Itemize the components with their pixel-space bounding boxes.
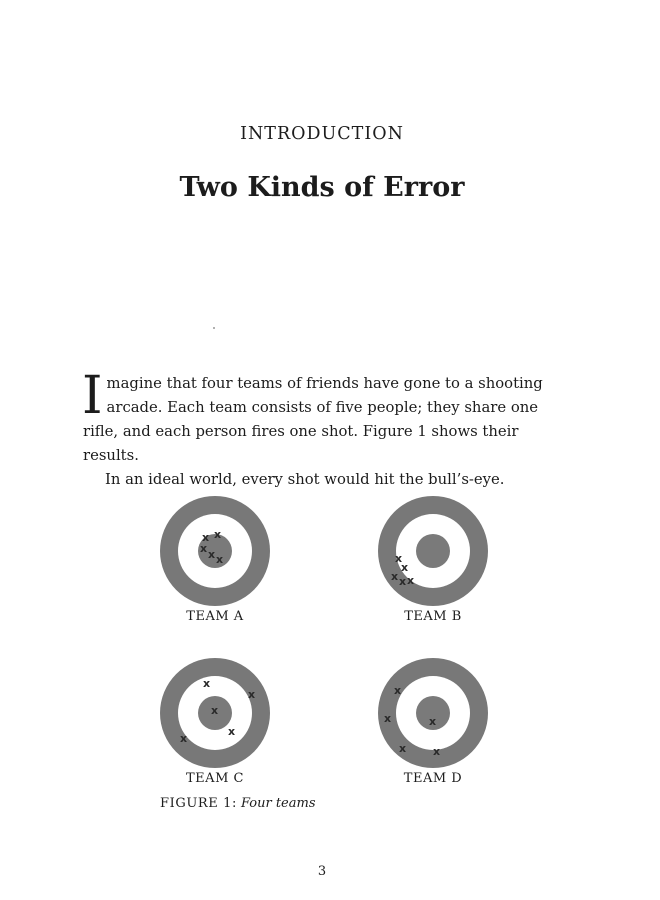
team-c-label: TEAM C bbox=[186, 771, 244, 786]
shot-mark: x bbox=[216, 553, 224, 566]
paragraph-2: In an ideal world, every shot would hit the bull’s-eye. bbox=[105, 471, 505, 488]
paragraph-1-text: magine that four teams of friends have gone to a shooting arcade. Each team consists of five people; they share one rifle, and each person fires one shot. Figure 1 shows their results. bbox=[83, 375, 543, 464]
shot-mark: x bbox=[203, 677, 211, 690]
drop-cap: I bbox=[82, 366, 103, 426]
paragraph-1 bbox=[82, 366, 563, 468]
shot-mark: x bbox=[433, 745, 441, 758]
shot-mark: x bbox=[208, 548, 216, 561]
shot-mark: x bbox=[384, 712, 392, 725]
shot-mark: x bbox=[429, 715, 437, 728]
shot-mark: x bbox=[395, 552, 403, 565]
target-team-a bbox=[160, 496, 270, 606]
shot-mark: x bbox=[399, 742, 407, 755]
figure-caption-text: Four teams bbox=[240, 796, 316, 811]
shot-mark: x bbox=[202, 531, 210, 544]
shot-mark: x bbox=[228, 725, 236, 738]
bullseye bbox=[416, 534, 450, 568]
shot-mark: x bbox=[399, 575, 407, 588]
page-speck bbox=[213, 327, 215, 329]
shot-mark: x bbox=[394, 684, 402, 697]
figure-caption-label: FIGURE 1: bbox=[160, 796, 237, 811]
chapter-label: INTRODUCTION bbox=[240, 124, 404, 144]
shot-mark: x bbox=[407, 574, 415, 587]
team-a-label: TEAM A bbox=[186, 609, 244, 624]
shot-mark: x bbox=[214, 528, 222, 541]
chapter-title: Two Kinds of Error bbox=[179, 172, 465, 203]
shot-mark: x bbox=[200, 542, 208, 555]
shot-mark: x bbox=[211, 704, 219, 717]
shot-mark: x bbox=[180, 732, 188, 745]
team-d-label: TEAM D bbox=[403, 771, 463, 786]
target-team-c bbox=[160, 658, 270, 768]
shot-mark: x bbox=[248, 688, 256, 701]
body-text bbox=[82, 366, 563, 492]
page-number: 3 bbox=[317, 864, 327, 879]
target-team-d bbox=[378, 658, 488, 768]
team-b-label: TEAM B bbox=[404, 609, 462, 624]
shot-mark: x bbox=[391, 570, 399, 583]
shot-mark: x bbox=[401, 561, 409, 574]
figure-caption bbox=[160, 796, 316, 811]
target-team-b bbox=[378, 496, 488, 606]
